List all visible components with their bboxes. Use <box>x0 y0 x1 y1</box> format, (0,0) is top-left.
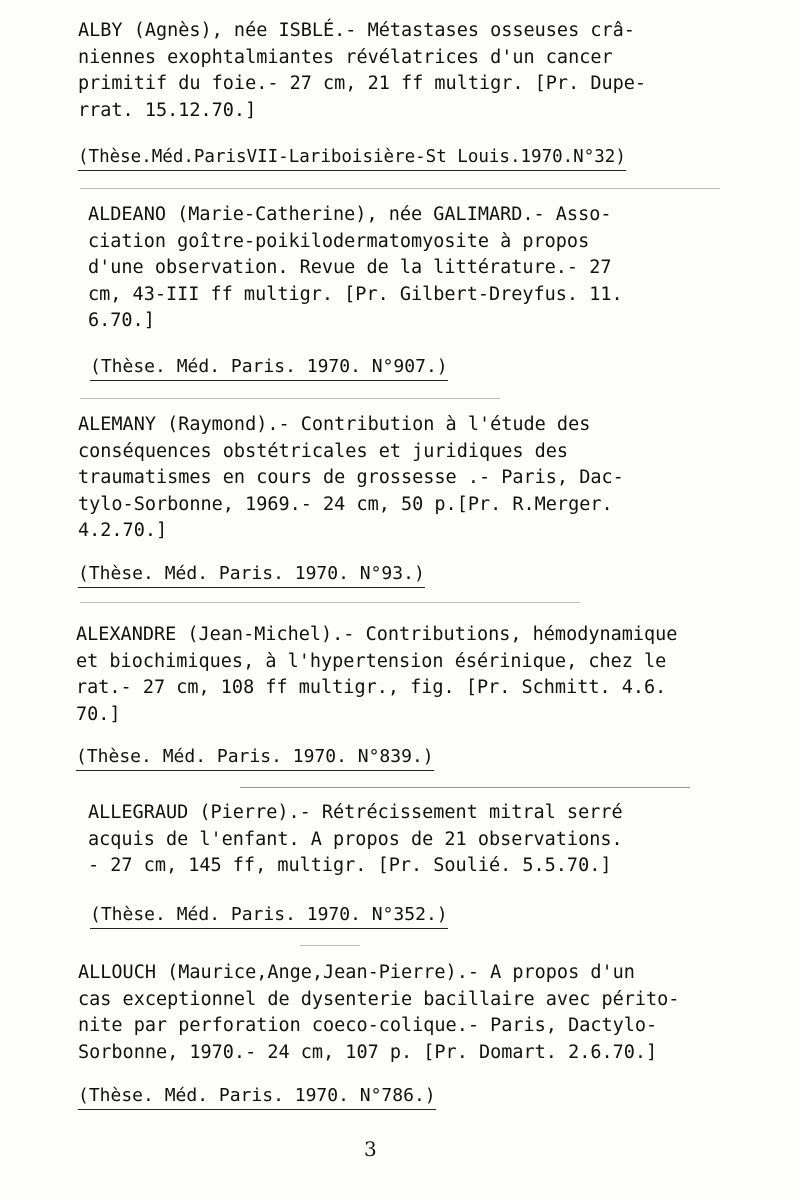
entry-line: ALDEANO (Marie-Catherine), née GALIMARD.- Asso- <box>88 204 612 225</box>
entry-line: traumatismes en cours de grossesse .- Paris, Dac- <box>78 467 624 488</box>
entry-citation: (Thèse. Méd. Paris. 1970. N°352.) <box>90 904 448 929</box>
divider <box>80 398 500 399</box>
entry-allouch <box>78 960 679 1066</box>
entry-line: tylo-Sorbonne, 1969.- 24 cm, 50 p.[Pr. R.Merger. <box>78 493 613 515</box>
entry-line: cm, 43-III ff multigr. [Pr. Gilbert-Dreyfus. 11. <box>88 283 623 305</box>
entry-line: niennes exophtalmiantes révélatrices d'un cancer <box>78 46 613 68</box>
page-number: 3 <box>364 1137 377 1161</box>
divider <box>240 787 690 788</box>
entry-aldeano <box>88 202 623 335</box>
divider <box>300 945 360 946</box>
entry-line: et biochimiques, à l'hypertension ésérinique, chez le <box>76 650 667 672</box>
entry-line: cas exceptionnel de dysenterie bacillaire avec périto- <box>78 988 680 1010</box>
entry-citation: (Thèse. Méd. Paris. 1970. N°839.) <box>76 746 434 771</box>
entry-line: ALEXANDRE (Jean-Michel).- Contributions, hémodynamique <box>76 624 678 645</box>
entry-line: conséquences obstétricales et juridiques des <box>78 440 569 462</box>
entry-allegraud <box>88 800 623 880</box>
entry-line: primitif du foie.- 27 cm, 21 ff multigr. [Pr. Dupe- <box>78 73 647 94</box>
entry-line: rrat. 15.12.70.] <box>78 99 257 121</box>
entry-line: 4.2.70.] <box>78 520 168 541</box>
entry-alby <box>78 18 646 124</box>
entry-citation: (Thèse. Méd. Paris. 1970. N°786.) <box>78 1085 436 1110</box>
divider <box>80 602 580 603</box>
entry-alexandre <box>76 622 677 728</box>
entry-line: ALLEGRAUD (Pierre).- Rétrécissement mitral serré <box>88 802 623 823</box>
entry-line: 6.70.] <box>88 310 155 331</box>
entry-line: acquis de l'enfant. A propos de 21 observations. <box>88 828 623 850</box>
entry-line: d'une observation. Revue de la littérature.- 27 <box>88 257 612 278</box>
entry-citation: (Thèse. Méd. Paris. 1970. N°93.) <box>78 563 425 588</box>
entry-line: - 27 cm, 145 ff, multigr. [Pr. Soulié. 5.5.70.] <box>88 855 612 876</box>
entry-citation: (Thèse. Méd. Paris. 1970. N°907.) <box>90 356 448 381</box>
entry-line: rat.- 27 cm, 108 ff multigr., fig. [Pr. Schmitt. 4.6. <box>76 677 667 698</box>
entry-line: ALEMANY (Raymond).- Contribution à l'étude des <box>78 414 591 435</box>
entry-alemany <box>78 412 624 545</box>
entry-line: ALLOUCH (Maurice,Ange,Jean-Pierre).- A propos d'un <box>78 962 635 983</box>
entry-line: nite par perforation coeco-colique.- Paris, Dactylo- <box>78 1015 658 1036</box>
entry-line: ALBY (Agnès), née ISBLÉ.- Métastases osseuses crâ- <box>78 20 635 41</box>
entry-citation: (Thèse.Méd.ParisVII-Lariboisière-St Louis.1970.N°32) <box>78 146 626 171</box>
divider <box>80 188 720 189</box>
entry-line: Sorbonne, 1970.- 24 cm, 107 p. [Pr. Domart. 2.6.70.] <box>78 1041 658 1063</box>
entry-line: ciation goître-poikilodermatomyosite à propos <box>88 230 590 252</box>
entry-line: 70.] <box>76 703 121 725</box>
